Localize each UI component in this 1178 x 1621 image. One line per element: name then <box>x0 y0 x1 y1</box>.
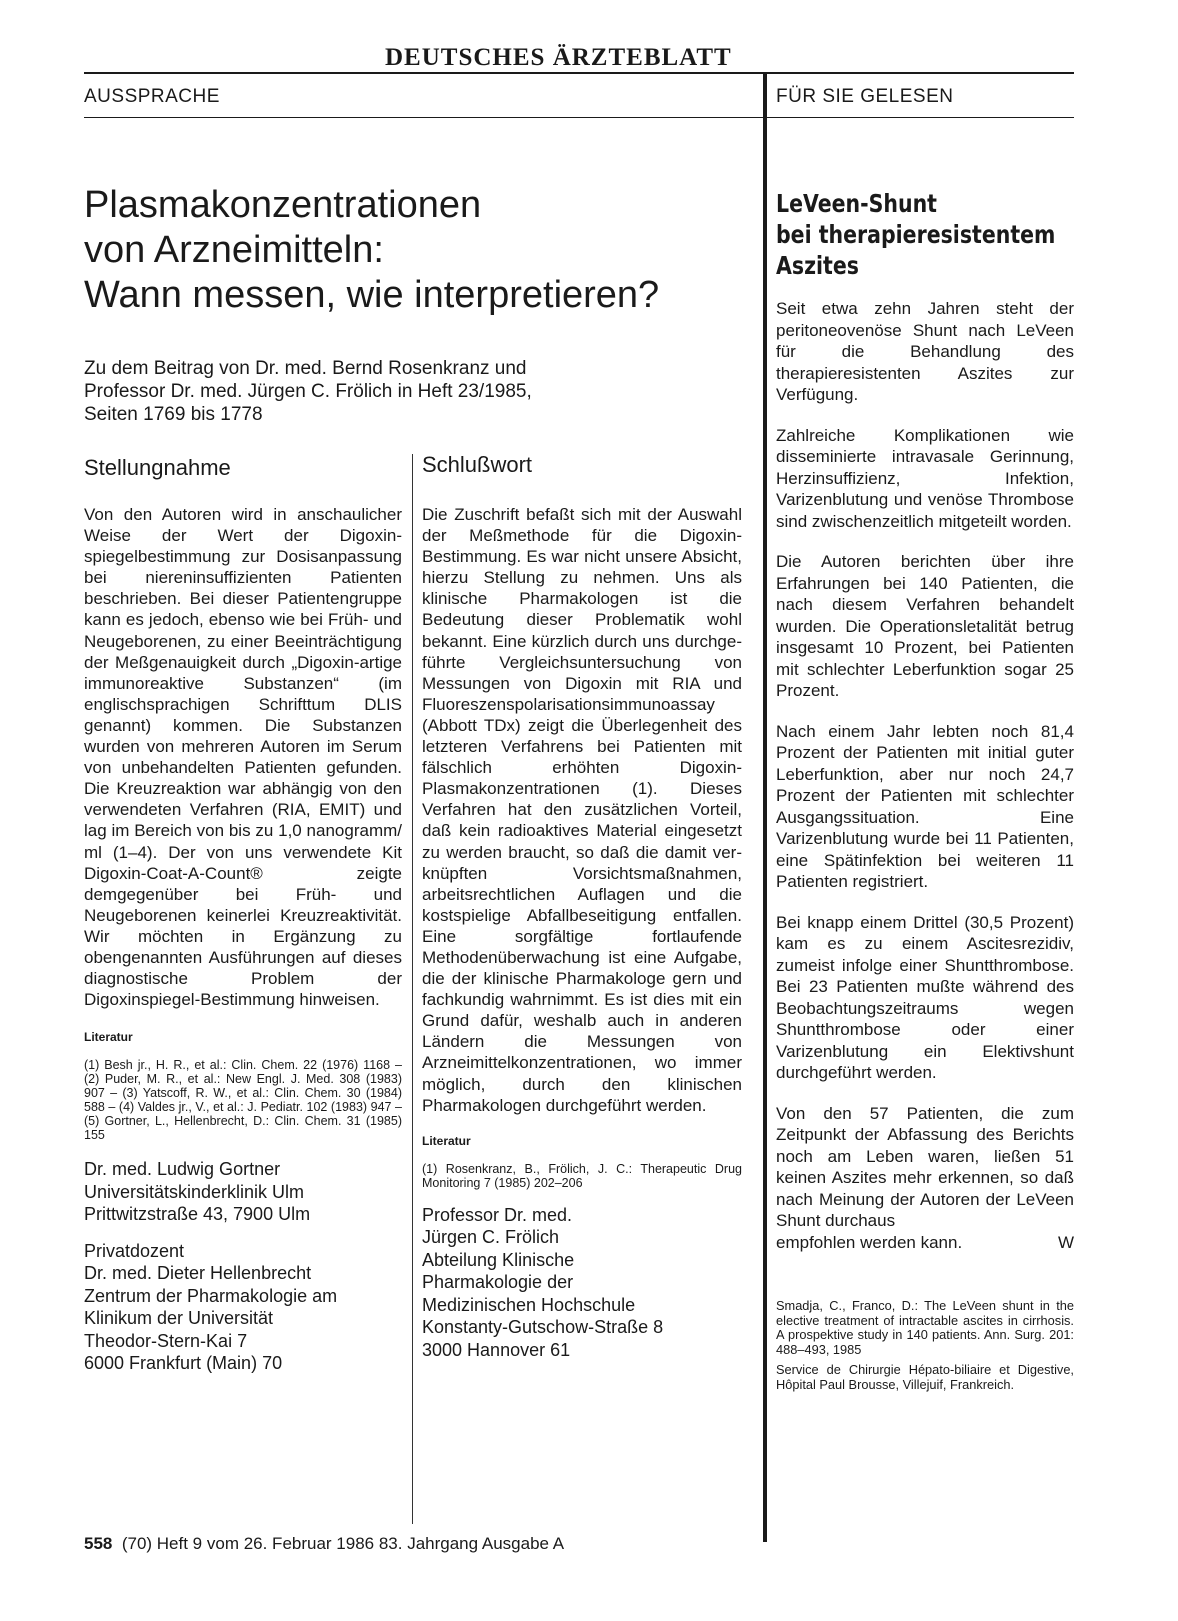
address-line: Abteilung Klinische <box>422 1249 575 1270</box>
sidebar-paragraph: Bei knapp einem Drittel (30,5 Prozent) kam es zu einem Ascitesrezidiv, zumeist infolge einer Shuntthrombose. Bei 23 Patienten mußte während des Beobachtungszeitraums wegen Shuntthrombose oder einer Varizenblutung ein Elektivshunt durchgeführt werden. <box>776 912 1074 1082</box>
statement-text: Von den Autoren wird in anschaulicher Weise der Wert der Digoxinspiegelbestimmung zur Dosisanpassung bei niereninsuffizienten Patienten beschrieben. Bei dieser Patientengruppe kann es jedoch, ebenso wie bei Früh- und Neugeborenen, zu einer Beeinträchtigung der Meßgenauigkeit durch „Digoxin-artige immunoreaktive Substanzen“ (im englischsprachigen Schrifttum DLIS genannt) kommen. Die Substanzen wurden von mehreren Autoren im Serum von unbehandelten Patienten gefunden. Die Kreuzreaktion war abhängig von den verwendeten Verfahren (RIA, EMIT) und lag im Bereich von bis zu 1,0 nanogramm/ ml (1–4). Der von uns verwendete Kit Digoxin-Coat-A-Count® zeigte demgegenüber bei Früh- und Neugeborenen keinerlei Kreuzreaktivität. Wir möchten in Ergänzung zu obengenannten Ausführungen auf dieses diagnostische Problem der Digoxinspiegel-Bestimmung hinweisen. <box>84 505 402 1010</box>
sidebar-paragraph: Seit etwa zehn Jahren steht der peritoneovenöse Shunt nach LeVeen für die Behandlung des therapieresistenten Aszites zur Verfügung. <box>776 299 1074 404</box>
deck-line: Zu dem Beitrag von Dr. med. Bernd Rosenkranz und <box>84 358 527 379</box>
address-line: 3000 Hannover 61 <box>422 1339 571 1360</box>
reply-column <box>422 452 742 1361</box>
address-line: Konstanty-Gutschow-Straße 8 <box>422 1317 664 1338</box>
deck-line: Seiten 1769 bis 1778 <box>84 404 263 425</box>
sidebar-title <box>776 188 1056 281</box>
address-line: Pharmakologie der <box>422 1272 574 1293</box>
address-line: 6000 Frankfurt (Main) 70 <box>84 1353 283 1374</box>
statement-literature-heading: Literatur <box>84 1030 133 1045</box>
article-deck <box>84 357 744 426</box>
sidebar-title-line: Aszites <box>776 251 859 280</box>
reply-author-address <box>422 1204 742 1362</box>
reply-literature-heading: Literatur <box>422 1133 471 1148</box>
column-divider-main <box>763 72 767 1542</box>
address-line: Dr. med. Dieter Hellenbrecht <box>84 1263 312 1284</box>
address-line: Theodor-Stern-Kai 7 <box>84 1330 248 1351</box>
address-line: Medizinischen Hochschule <box>422 1294 636 1315</box>
sidebar-last-line: empfohlen werden kann. <box>776 1232 963 1252</box>
masthead: DEUTSCHES ÄRZTEBLATT <box>385 44 732 71</box>
sidebar-paragraph: Von den 57 Patienten, die zum Zeitpunkt der Abfassung des Berichts noch am Leben waren, ließen 51 keinen Aszites mehr erkennen, so daß nach Meinung der Autoren der LeVeen Shunt durchaus <box>776 1103 1074 1230</box>
address-line: Jürgen C. Frölich <box>422 1227 560 1248</box>
address-line: Privatdozent <box>84 1240 185 1261</box>
statement-author-address <box>84 1158 402 1226</box>
sidebar-paragraph: Nach einem Jahr lebten noch 81,4 Prozent der Patienten mit initial guter Leberfunktion, aber nur noch 24,7 Prozent der Patienten mit schlechter Ausgangssituation. Eine Varizenblutung wurde bei 11 Patienten, eine Spätinfektion bei weiteren 11 Patienten registriert. <box>776 721 1074 891</box>
statement-column <box>84 455 402 1375</box>
statement-coauthor-address <box>84 1240 402 1375</box>
sidebar-title-line: LeVeen-Shunt <box>776 189 937 218</box>
sidebar-body <box>776 298 1074 1392</box>
sidebar-reference: Smadja, C., Franco, D.: The LeVeen shunt in the elective treatment of intractable ascites in cirrhosis. A prospektive study in 140 patients. Ann. Surg. 201: 488–493, 1985 <box>776 1298 1074 1357</box>
address-line: Prittwitzstraße 43, 7900 Ulm <box>84 1204 311 1225</box>
sidebar-paragraph: Zahlreiche Komplikationen wie disseminierte intravasale Gerinnung, Herzinsuffizienz, Infektion, Varizenblutung und venöse Thrombose sind zwischenzeitlich mitgeteilt worden. <box>776 425 1074 531</box>
issue-info: (70) Heft 9 vom 26. Februar 1986 83. Jahrgang Ausgabe A <box>121 1534 565 1553</box>
address-line: Professor Dr. med. <box>422 1204 573 1225</box>
sidebar-paragraph: Die Autoren berichten über ihre Erfahrungen bei 140 Patienten, die nach diesem Verfahren behandelt wurden. Die Operationsletalität betrug insgesamt 10 Prozent, bei Patienten mit schlechter Leberfunktion sogar 25 Prozent. <box>776 552 1074 700</box>
address-line: Klinikum der Universität <box>84 1308 274 1329</box>
page-number: 558 <box>84 1534 113 1553</box>
section-label-right: FÜR SIE GELESEN <box>776 86 954 107</box>
reply-literature-text: (1) Rosenkranz, B., Frölich, J. C.: Therapeutic Drug Monitoring 7 (1985) 202–206 <box>422 1161 742 1190</box>
statement-literature-text: (1) Besh jr., H. R., et al.: Clin. Chem. 22 (1976) 1168 – (2) Puder, M. R., et al.: New Engl. J. Med. 308 (1983) 907 – (3) Yatscoff, R. W., et al.: Clin. Chem. 30 (1984) 588 – (4) Valdes jr., V., et al.: J. Pediatr. 102 (1983) 947 – (5) Gortner, L., Hellenbrecht, D.: Clin. Chem. 31 (1985) 155 <box>84 1058 402 1143</box>
article-title-line: von Arzneimitteln: <box>84 229 384 271</box>
article-title <box>84 183 744 318</box>
masthead-rule <box>84 72 1074 74</box>
statement-heading: Stellungnahme <box>84 455 231 480</box>
reply-text: Die Zuschrift befaßt sich mit der Auswahl der Meßmethode für die Digoxin-Bestimmung. Es war nicht unsere Absicht, hierzu Stellung zu nehmen. Uns als klinische Pharmakologen ist die Bedeutung dieser Problematik wohl bekannt. Eine kürzlich durch uns durchgeführte Vergleichsuntersuchung von Messungen von Digoxin mit RIA und Fluoreszenspolarisationsimmunoassay (Abbott TDx) zeigt die Überlegenheit des letzteren Verfahrens bei Patienten mit fälschlich erhöhten Digoxin-Plasmakonzentrationen (1). Dieses Verfahren hat den zusätzlichen Vorteil, daß kein radioaktives Material eingesetzt zu werden braucht, so daß die damit verknüpften Vorsichtsmaßnahmen, arbeitsrechtlichen Auflagen und die kostspielige Abfallbeseitigung entfallen. Eine sorgfältige fortlaufende Methodenüberwachung ist eine Aufgabe, die der klinische Pharmakologe gern und fachkundig wahrnimmt. Es ist dies mit ein Grund dafür, weshalb auch in anderen Ländern die Messungen von Arzneimittelkonzentrationen, wo immer möglich, durch den klinischen Pharmakologen durchgeführt werden. <box>422 505 742 1115</box>
article-title-line: Plasmakonzentrationen <box>84 184 482 226</box>
article-title-line: Wann messen, wie interpretieren? <box>84 274 660 316</box>
sidebar-affiliation: Service de Chirurgie Hépato-biliaire et Digestive, Hôpital Paul Brousse, Villejuif, Frankreich. <box>776 1362 1074 1392</box>
reply-heading: Schlußwort <box>422 452 533 477</box>
author-signature: W <box>1057 1232 1074 1252</box>
sidebar-title-line: bei therapieresistentem <box>776 220 1056 249</box>
address-line: Dr. med. Ludwig Gortner <box>84 1159 281 1180</box>
sidebar-signoff <box>776 1232 1074 1254</box>
section-label-left: AUSSPRACHE <box>84 86 220 107</box>
address-line: Universitätskinderklinik Ulm <box>84 1181 305 1202</box>
deck-line: Professor Dr. med. Jürgen C. Frölich in Heft 23/1985, <box>84 381 532 402</box>
page-footer <box>84 1534 564 1554</box>
address-line: Zentrum der Pharmakologie am <box>84 1285 338 1306</box>
column-divider-inner <box>412 454 413 1524</box>
section-rule <box>84 117 1074 118</box>
